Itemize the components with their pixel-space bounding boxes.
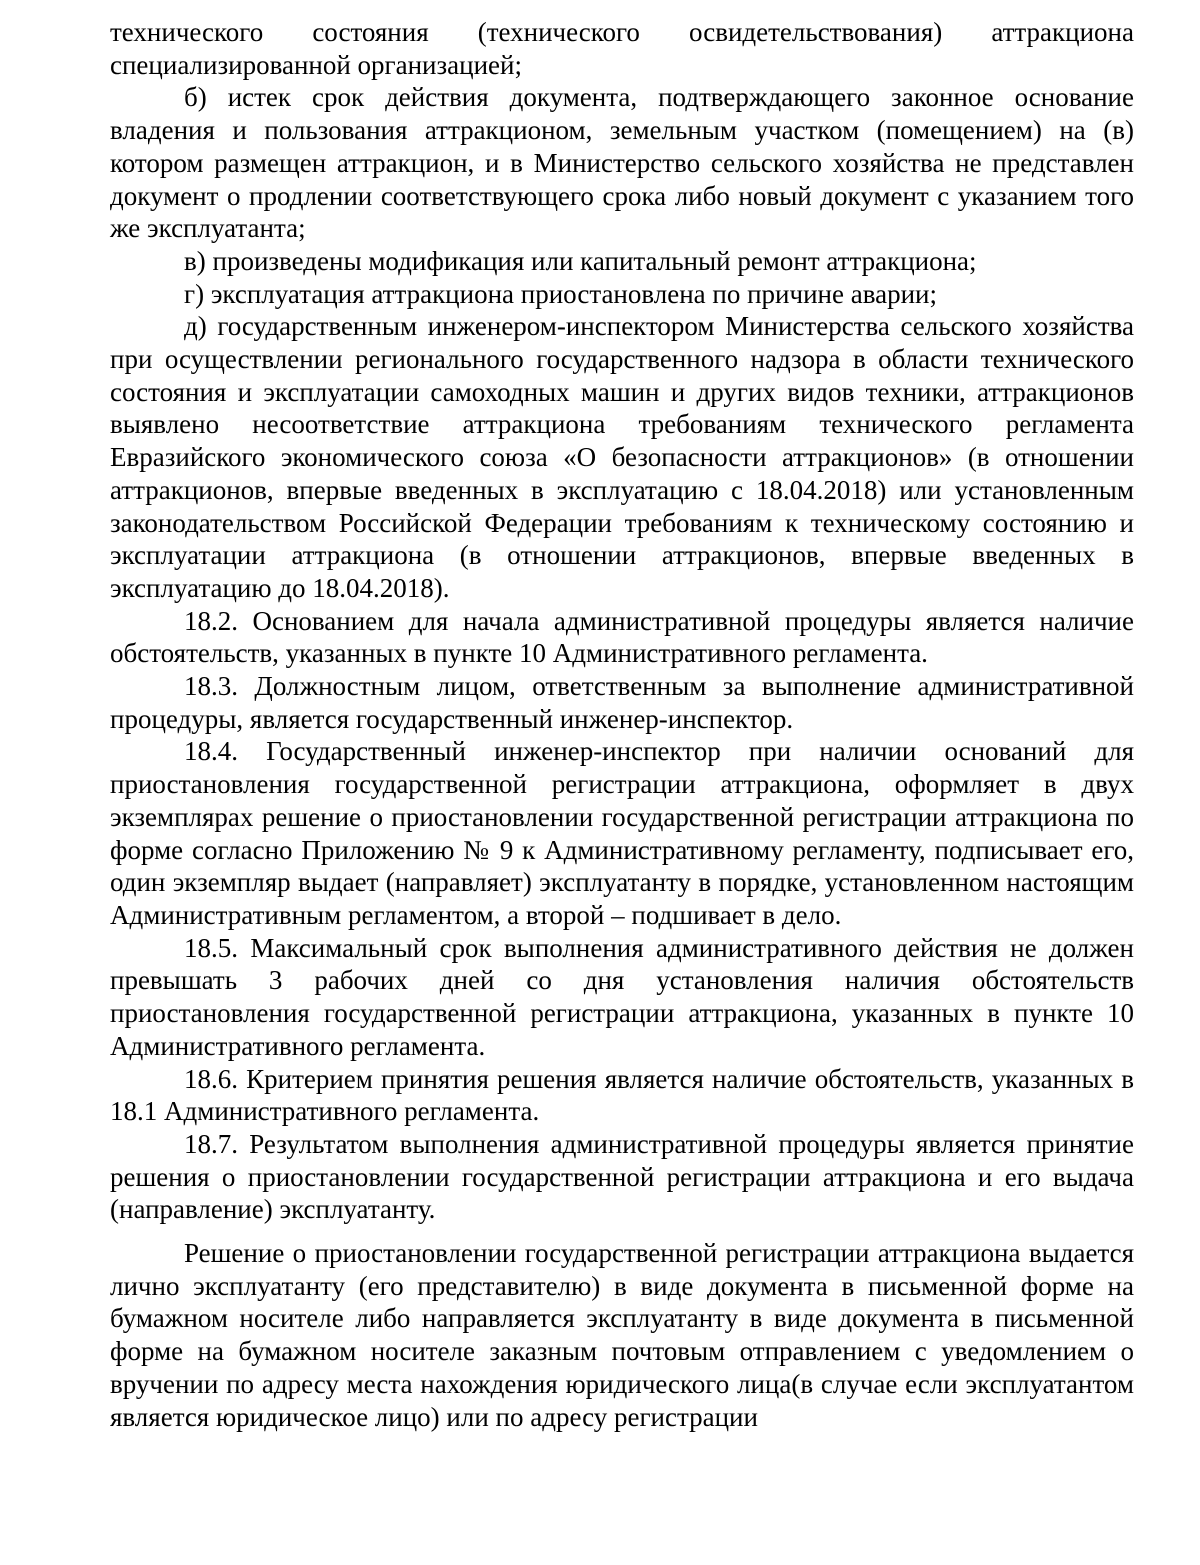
paragraph-item-b: б) истек срок действия документа, подтверждающего законное основание владения и пользования аттракционом, земельным участком (помещением) на (в) котором размещен аттракцион, и в Министерство сельского хозяйства не представлен документ о продлении соответствующего срока либо новый документ с указанием того же эксплуатанта; (110, 82, 1134, 244)
paragraph-item-v: в) произведены модификация или капитальный ремонт аттракциона; (184, 245, 977, 276)
paragraph-item-d: д) государственным инженером-инспектором Министерства сельского хозяйства при осуществлении регионального государственного надзора в области технического состояния и эксплуатации самоходных машин и других видов техники, аттракционов выявлено несоответствие аттракциона требованиям технического регламента Евразийского экономического союза «О безопасности аттракционов» (в отношении аттракционов, впервые введенных в эксплуатацию с 18.04.2018) или установленным законодательством Российской Федерации требованиям к техническому состоянию и эксплуатации аттракциона (в отношении аттракционов, впервые введенных в эксплуатацию до 18.04.2018). (110, 311, 1134, 603)
paragraph-18-5: 18.5. Максимальный срок выполнения административного действия не должен превышать 3 рабочих дней со дня установления наличия обстоятельств приостановления государственной регистрации аттракциона, указанных в пункте 10 Административного регламента. (110, 932, 1134, 1061)
paragraph-item-g: г) эксплуатация аттракциона приостановлена по причине аварии; (184, 278, 937, 309)
paragraph-18-4: 18.4. Государственный инженер-инспектор при наличии оснований для приостановления государственной регистрации аттракциона, оформляет в двух экземплярах решение о приостановлении государственной регистрации аттракциона по форме согласно Приложению № 9 к Административному регламенту, подписывает его, один экземпляр выдает (направляет) эксплуатанту в порядке, установленном настоящим Административным регламентом, а второй – подшивает в дело. (110, 736, 1134, 930)
document-page (110, 16, 1134, 1433)
paragraph-18-7: 18.7. Результатом выполнения административной процедуры является принятие решения о приостановлении государственной регистрации аттракциона и его выдача (направление) эксплуатанту. (110, 1128, 1134, 1225)
paragraph-continuation: технического состояния (технического освидетельствования) аттракциона специализированной организацией; (110, 17, 1134, 80)
paragraph-18-2: 18.2. Основанием для начала административной процедуры является наличие обстоятельств, указанных в пункте 10 Административного регламента. (110, 605, 1134, 669)
paragraph-decision-delivery: Решение о приостановлении государственной регистрации аттракциона выдается лично эксплуатанту (его представителю) в виде документа в письменной форме на бумажном носителе либо направляется эксплуатанту в виде документа в письменной форме на бумажном носителе заказным почтовым отправлением с уведомлением о вручении по адресу места нахождения юридического лица(в случае если эксплуатантом является юридическое лицо) или по адресу регистрации (110, 1238, 1134, 1432)
paragraph-18-6: 18.6. Критерием принятия решения является наличие обстоятельств, указанных в 18.1 Административного регламента. (110, 1063, 1134, 1127)
paragraph-18-3: 18.3. Должностным лицом, ответственным за выполнение административной процедуры, является государственный инженер-инспектор. (110, 671, 1134, 734)
